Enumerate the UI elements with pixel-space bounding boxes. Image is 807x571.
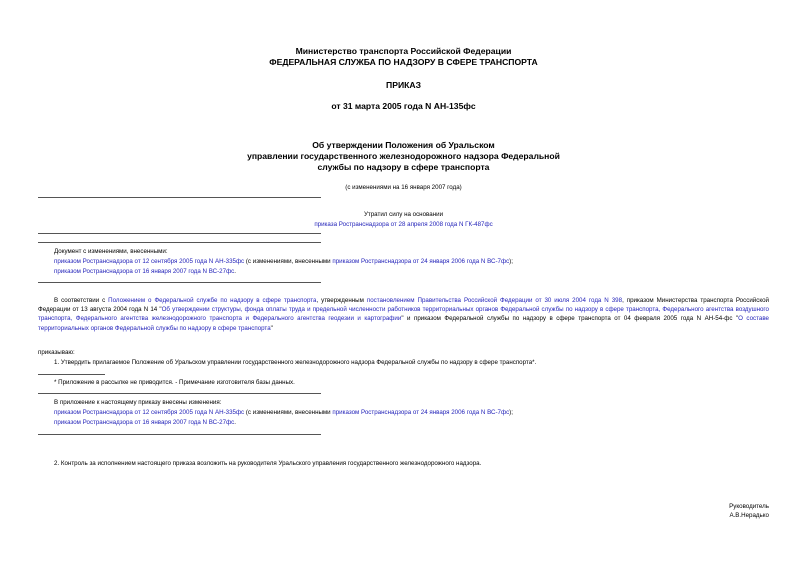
divider-4 bbox=[38, 282, 321, 283]
appendix-link-335[interactable]: приказом Ространснадзора от 12 сентября 2005 года N АН-335фс bbox=[54, 409, 245, 416]
doc-type: ПРИКАЗ bbox=[386, 80, 421, 90]
changes-heading-2: В приложение к настоящему приказу внесены изменения: bbox=[54, 399, 222, 406]
changes-heading-1: Документ с изменениями, внесенными: bbox=[54, 248, 168, 255]
appendix-link-27[interactable]: приказом Ространснадзора от 16 января 2007 года N ВС-27фс bbox=[54, 419, 235, 426]
changes-line-2 bbox=[54, 267, 236, 276]
amendment-end-text: ); bbox=[509, 258, 513, 265]
amendment-mid-text: (с изменениями, внесенными bbox=[244, 258, 333, 265]
title-line-3: службы по надзору в сфере транспорта bbox=[317, 162, 490, 172]
preamble-text-2: , утвержденным bbox=[316, 297, 367, 304]
order-word: приказываю: bbox=[38, 349, 75, 356]
divider-3 bbox=[38, 242, 321, 243]
signature-name: А.В.Нерадько bbox=[729, 512, 769, 519]
preamble-link-structure[interactable]: Об утверждении структуры, фонда оплаты труда и предельной численности работников территориальных органов Федеральной службы по надзору в сфере транспорта, Федерального агентства воздушного транспорта, Федерального агентства железнодорожного транспорта и Федерального агентства геодезии и картографии bbox=[38, 306, 769, 323]
divider-6 bbox=[38, 434, 321, 435]
divider-2 bbox=[38, 233, 321, 234]
appendix-mid-text: (с изменениями, внесенными bbox=[244, 409, 333, 416]
footnote: * Приложение в рассылке не приводится. - Примечание изготовителя базы данных. bbox=[54, 379, 295, 386]
preamble-text-4: " и приказом Федеральной службы по надзору в сфере транспорта от 04 февраля 2005 года N АН-54-фс " bbox=[401, 315, 739, 323]
status-text: Утратил силу на основании bbox=[363, 211, 444, 218]
preamble-text-5: " bbox=[270, 324, 273, 332]
divider-5 bbox=[38, 393, 321, 394]
appendix-link-7[interactable]: приказом Ространснадзора от 24 января 2006 года N ВС-7фс bbox=[332, 409, 510, 416]
preamble-link-composition[interactable]: О составе территориальных органов Федеральной службы по надзору в сфере транспорта bbox=[38, 315, 769, 332]
signature-position: Руководитель bbox=[729, 503, 769, 510]
doc-date-number: от 31 марта 2005 года N АН-135фс bbox=[331, 101, 476, 111]
amendment-link-7[interactable]: приказом Ространснадзора от 24 января 2006 года N ВС-7фс bbox=[332, 258, 510, 265]
changes2-line-1 bbox=[54, 408, 513, 417]
ministry-name: Министерство транспорта Российской Федерации bbox=[295, 46, 512, 56]
footnote-divider bbox=[38, 374, 105, 375]
status-link[interactable]: приказа Ространснадзора от 28 апреля 2008 года N ГК-487фс bbox=[314, 221, 493, 228]
amendment-end-text-2: . bbox=[234, 268, 236, 275]
preamble-link-regulation[interactable]: Положением о Федеральной службе по надзору в сфере транспорта bbox=[108, 297, 317, 304]
preamble-text-1: В соответствии с bbox=[54, 297, 109, 304]
appendix-end-text: ); bbox=[509, 409, 513, 416]
changes2-line-2 bbox=[54, 418, 236, 427]
changes-line-1 bbox=[54, 257, 513, 266]
point-1: 1. Утвердить прилагаемое Положение об Уральском управлении государственного железнодорожного надзора Федеральной службы по надзору в сфере транспорта*. bbox=[54, 359, 537, 366]
preamble-paragraph bbox=[38, 296, 769, 333]
preamble-link-decree-398[interactable]: постановлением Правительства Российской Федерации от 30 июля 2004 года N 398 bbox=[366, 297, 623, 304]
divider-1 bbox=[38, 197, 321, 198]
amendment-link-335[interactable]: приказом Ространснадзора от 12 сентября 2005 года N АН-335фс bbox=[54, 258, 245, 265]
title-line-2: управлении государственного железнодорожного надзора Федеральной bbox=[247, 151, 560, 161]
appendix-end-text-2: . bbox=[234, 419, 236, 426]
title-line-1: Об утверждении Положения об Уральском bbox=[312, 140, 495, 150]
point-2: 2. Контроль за исполнением настоящего приказа возложить на руководителя Уральского управления государственного железнодорожного надзора. bbox=[54, 460, 482, 467]
amendment-link-27[interactable]: приказом Ространснадзора от 16 января 2007 года N ВС-27фс bbox=[54, 268, 235, 275]
amendment-note: (с изменениями на 16 января 2007 года) bbox=[345, 184, 462, 191]
preamble-text-3: , приказом Министерства транспорта Российской Федерации от 13 августа 2004 года N 14 " bbox=[38, 297, 769, 314]
service-name: ФЕДЕРАЛЬНАЯ СЛУЖБА ПО НАДЗОРУ В СФЕРЕ ТРАНСПОРТА bbox=[269, 57, 538, 67]
